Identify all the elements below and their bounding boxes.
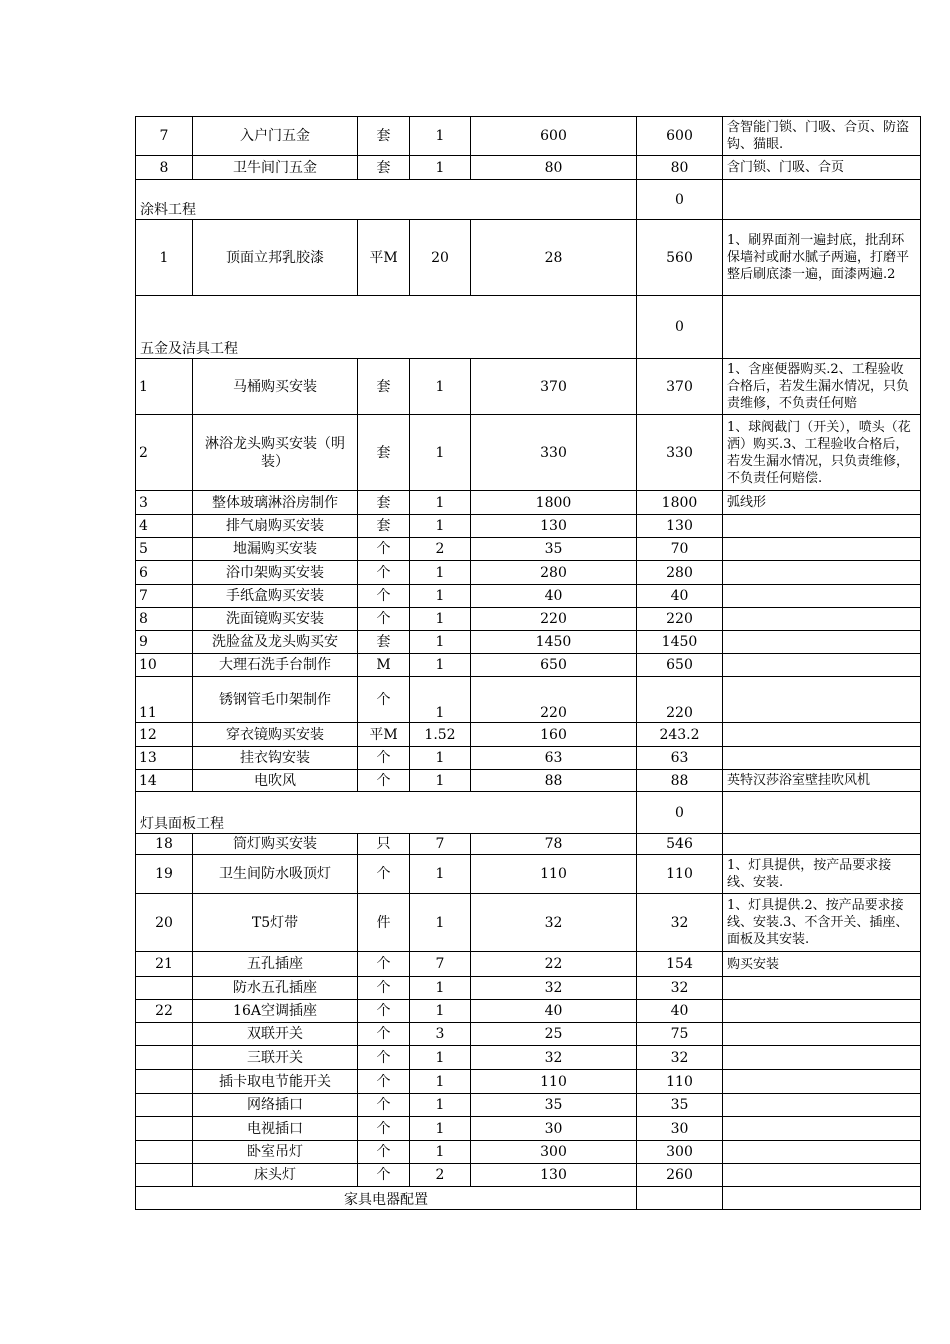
table-row [136, 1070, 921, 1094]
item-total-cell: 370 [637, 359, 723, 415]
item-price-cell: 160 [471, 723, 637, 747]
item-total-cell: 260 [637, 1164, 723, 1187]
item-quantity-cell: 2 [410, 1164, 471, 1187]
item-number-cell [136, 1164, 193, 1187]
item-total-cell: 30 [637, 1117, 723, 1141]
item-name-cell: 马桶购买安装 [193, 359, 358, 415]
item-quantity-cell: 1 [410, 359, 471, 415]
item-name-cell: 穿衣镜购买安装 [193, 723, 358, 747]
item-number-cell: 22 [136, 1000, 193, 1023]
item-unit-cell: 套 [358, 515, 410, 538]
table-row [136, 677, 921, 723]
item-unit-cell: 个 [358, 538, 410, 561]
item-price-cell: 32 [471, 1046, 637, 1070]
item-total-cell: 63 [637, 747, 723, 770]
table-row [136, 415, 921, 491]
item-quantity-cell: 1 [410, 1046, 471, 1070]
item-quantity-cell: 1 [410, 654, 471, 677]
item-unit-cell: 个 [358, 747, 410, 770]
item-unit-cell: 个 [358, 1023, 410, 1046]
item-price-cell: 650 [471, 654, 637, 677]
item-unit-cell: M [358, 654, 410, 677]
section-total-cell: 0 [637, 180, 723, 220]
item-unit-cell: 个 [358, 608, 410, 631]
item-unit-cell: 套 [358, 631, 410, 654]
table-row [136, 1141, 921, 1164]
item-total-cell: 32 [637, 1046, 723, 1070]
item-unit-cell: 个 [358, 952, 410, 977]
item-unit-cell: 套 [358, 359, 410, 415]
item-total-cell: 560 [637, 220, 723, 296]
table-row [136, 1117, 921, 1141]
item-quantity-cell: 1 [410, 1094, 471, 1117]
item-total-cell: 40 [637, 585, 723, 608]
table-row [136, 654, 921, 677]
item-quantity-cell: 1 [410, 561, 471, 585]
item-note-cell: 含智能门锁、门吸、合页、防盗钩、猫眼. [723, 117, 921, 156]
item-total-cell: 75 [637, 1023, 723, 1046]
item-quantity-cell: 1 [410, 515, 471, 538]
item-number-cell: 14 [136, 770, 193, 792]
item-unit-cell: 个 [358, 1164, 410, 1187]
quote-table-body [136, 117, 921, 1210]
item-number-cell: 8 [136, 608, 193, 631]
item-name-cell: 浴巾架购买安装 [193, 561, 358, 585]
item-unit-cell: 套 [358, 415, 410, 491]
item-name-cell: 手纸盒购买安装 [193, 585, 358, 608]
item-quantity-cell: 1 [410, 1141, 471, 1164]
item-number-cell: 13 [136, 747, 193, 770]
item-number-cell [136, 1046, 193, 1070]
item-number-cell: 6 [136, 561, 193, 585]
item-note-cell [723, 1141, 921, 1164]
item-unit-cell: 套 [358, 117, 410, 156]
footer-note-cell [723, 1187, 921, 1210]
item-note-cell: 1、灯具提供.2、按产品要求接线、安装.3、不含开关、插座、面板及其安装. [723, 894, 921, 952]
item-number-cell: 7 [136, 585, 193, 608]
item-note-cell: 英特汉莎浴室壁挂吹风机 [723, 770, 921, 792]
item-price-cell: 40 [471, 1000, 637, 1023]
item-unit-cell: 个 [358, 770, 410, 792]
item-price-cell: 1450 [471, 631, 637, 654]
item-total-cell: 70 [637, 538, 723, 561]
item-name-cell: 淋浴龙头购买安装（明装） [193, 415, 358, 491]
table-row [136, 631, 921, 654]
item-number-cell [136, 1117, 193, 1141]
item-note-cell: 购买安装 [723, 952, 921, 977]
item-price-cell: 110 [471, 1070, 637, 1094]
item-quantity-cell: 3 [410, 1023, 471, 1046]
table-row [136, 608, 921, 631]
item-unit-cell: 个 [358, 561, 410, 585]
item-total-cell: 280 [637, 561, 723, 585]
table-row [136, 723, 921, 747]
item-number-cell: 3 [136, 491, 193, 515]
item-note-cell [723, 1046, 921, 1070]
item-total-cell: 32 [637, 894, 723, 952]
item-price-cell: 63 [471, 747, 637, 770]
item-number-cell [136, 1023, 193, 1046]
item-price-cell: 32 [471, 894, 637, 952]
item-note-cell [723, 1000, 921, 1023]
item-price-cell: 32 [471, 977, 637, 1000]
item-name-cell: 锈钢管毛巾架制作 [193, 677, 358, 723]
item-total-cell: 80 [637, 156, 723, 180]
item-note-cell [723, 834, 921, 855]
item-name-cell: 卫生间防水吸顶灯 [193, 855, 358, 894]
item-quantity-cell: 1 [410, 117, 471, 156]
item-number-cell: 1 [136, 220, 193, 296]
item-quantity-cell: 1 [410, 608, 471, 631]
item-name-cell: 双联开关 [193, 1023, 358, 1046]
item-price-cell: 78 [471, 834, 637, 855]
item-price-cell: 130 [471, 1164, 637, 1187]
item-quantity-cell: 1 [410, 585, 471, 608]
section-note-cell [723, 180, 921, 220]
table-row [136, 894, 921, 952]
item-price-cell: 80 [471, 156, 637, 180]
item-quantity-cell: 1.52 [410, 723, 471, 747]
item-name-cell: 筒灯购买安装 [193, 834, 358, 855]
item-unit-cell: 个 [358, 677, 410, 723]
item-note-cell [723, 977, 921, 1000]
footer-total-cell [637, 1187, 723, 1210]
item-note-cell [723, 1070, 921, 1094]
item-unit-cell: 套 [358, 156, 410, 180]
item-unit-cell: 个 [358, 977, 410, 1000]
table-row [136, 515, 921, 538]
item-price-cell: 28 [471, 220, 637, 296]
item-note-cell [723, 561, 921, 585]
table-row [136, 834, 921, 855]
footer-row [136, 1187, 921, 1210]
item-number-cell: 10 [136, 654, 193, 677]
item-unit-cell: 个 [358, 1141, 410, 1164]
table-row [136, 1023, 921, 1046]
item-unit-cell: 平M [358, 220, 410, 296]
item-price-cell: 25 [471, 1023, 637, 1046]
table-row [136, 359, 921, 415]
table-row [136, 977, 921, 1000]
table-row [136, 220, 921, 296]
item-total-cell: 110 [637, 1070, 723, 1094]
item-number-cell [136, 1094, 193, 1117]
item-note-cell [723, 677, 921, 723]
item-total-cell: 220 [637, 677, 723, 723]
item-unit-cell: 个 [358, 1117, 410, 1141]
item-quantity-cell: 1 [410, 415, 471, 491]
item-number-cell: 7 [136, 117, 193, 156]
item-quantity-cell: 1 [410, 1000, 471, 1023]
item-unit-cell: 个 [358, 1000, 410, 1023]
item-number-cell: 1 [136, 359, 193, 415]
item-note-cell [723, 1023, 921, 1046]
table-row [136, 156, 921, 180]
item-number-cell: 12 [136, 723, 193, 747]
item-number-cell: 4 [136, 515, 193, 538]
section-header-row [136, 180, 921, 220]
item-note-cell: 含门锁、门吸、合页 [723, 156, 921, 180]
item-price-cell: 40 [471, 585, 637, 608]
item-quantity-cell: 7 [410, 834, 471, 855]
section-note-cell [723, 296, 921, 359]
item-price-cell: 35 [471, 1094, 637, 1117]
item-quantity-cell: 1 [410, 156, 471, 180]
item-price-cell: 330 [471, 415, 637, 491]
item-price-cell: 88 [471, 770, 637, 792]
item-unit-cell: 个 [358, 1070, 410, 1094]
item-number-cell [136, 1070, 193, 1094]
item-name-cell: 三联开关 [193, 1046, 358, 1070]
item-price-cell: 22 [471, 952, 637, 977]
item-name-cell: 排气扇购买安装 [193, 515, 358, 538]
item-name-cell: 16A空调插座 [193, 1000, 358, 1023]
table-row [136, 747, 921, 770]
item-price-cell: 300 [471, 1141, 637, 1164]
item-note-cell [723, 585, 921, 608]
item-total-cell: 110 [637, 855, 723, 894]
item-note-cell: 弧线形 [723, 491, 921, 515]
item-price-cell: 220 [471, 608, 637, 631]
item-price-cell: 1800 [471, 491, 637, 515]
item-quantity-cell: 20 [410, 220, 471, 296]
item-total-cell: 88 [637, 770, 723, 792]
item-price-cell: 130 [471, 515, 637, 538]
item-unit-cell: 个 [358, 1094, 410, 1117]
item-note-cell [723, 654, 921, 677]
section-header-row [136, 792, 921, 834]
section-total-cell: 0 [637, 296, 723, 359]
item-note-cell [723, 1164, 921, 1187]
item-note-cell [723, 515, 921, 538]
item-unit-cell: 个 [358, 585, 410, 608]
item-price-cell: 280 [471, 561, 637, 585]
item-note-cell [723, 1117, 921, 1141]
item-note-cell [723, 1094, 921, 1117]
item-name-cell: 网络插口 [193, 1094, 358, 1117]
item-quantity-cell: 1 [410, 631, 471, 654]
item-total-cell: 600 [637, 117, 723, 156]
quote-table [135, 116, 921, 1210]
table-row [136, 1094, 921, 1117]
item-name-cell: 洗面镜购买安装 [193, 608, 358, 631]
item-number-cell [136, 977, 193, 1000]
item-note-cell [723, 747, 921, 770]
item-name-cell: 顶面立邦乳胶漆 [193, 220, 358, 296]
item-total-cell: 546 [637, 834, 723, 855]
item-name-cell: 洗脸盆及龙头购买安 [193, 631, 358, 654]
item-price-cell: 600 [471, 117, 637, 156]
item-price-cell: 220 [471, 677, 637, 723]
item-total-cell: 35 [637, 1094, 723, 1117]
item-total-cell: 220 [637, 608, 723, 631]
item-name-cell: 入户门五金 [193, 117, 358, 156]
footer-title-cell: 家具电器配置 [136, 1187, 637, 1210]
item-price-cell: 30 [471, 1117, 637, 1141]
item-quantity-cell: 2 [410, 538, 471, 561]
item-name-cell: 大理石洗手台制作 [193, 654, 358, 677]
section-title-cell: 五金及洁具工程 [136, 296, 637, 359]
item-number-cell: 18 [136, 834, 193, 855]
item-note-cell: 1、球阀截门（开关），喷头（花洒）购买.3、工程验收合格后，若发生漏水情况，只负责维修，不负责任何赔偿. [723, 415, 921, 491]
item-number-cell: 2 [136, 415, 193, 491]
item-quantity-cell: 1 [410, 747, 471, 770]
table-row [136, 117, 921, 156]
section-title-cell: 灯具面板工程 [136, 792, 637, 834]
table-row [136, 491, 921, 515]
item-unit-cell: 个 [358, 855, 410, 894]
item-unit-cell: 件 [358, 894, 410, 952]
item-note-cell [723, 608, 921, 631]
item-quantity-cell: 1 [410, 491, 471, 515]
section-header-row [136, 296, 921, 359]
item-name-cell: 五孔插座 [193, 952, 358, 977]
table-row [136, 770, 921, 792]
item-name-cell: 卫牛间门五金 [193, 156, 358, 180]
item-quantity-cell: 7 [410, 952, 471, 977]
item-total-cell: 650 [637, 654, 723, 677]
table-row [136, 585, 921, 608]
item-name-cell: 床头灯 [193, 1164, 358, 1187]
item-total-cell: 330 [637, 415, 723, 491]
item-unit-cell: 平M [358, 723, 410, 747]
item-note-cell: 1、刷界面剂一遍封底，批刮环保墙衬或耐水腻子两遍，打磨平整后刷底漆一遍，面漆两遍.2 [723, 220, 921, 296]
table-row [136, 561, 921, 585]
section-title-cell: 涂料工程 [136, 180, 637, 220]
item-name-cell: 挂衣钩安装 [193, 747, 358, 770]
item-total-cell: 300 [637, 1141, 723, 1164]
item-name-cell: 防水五孔插座 [193, 977, 358, 1000]
item-total-cell: 1800 [637, 491, 723, 515]
item-name-cell: T5灯带 [193, 894, 358, 952]
table-row [136, 1164, 921, 1187]
item-name-cell: 电视插口 [193, 1117, 358, 1141]
item-name-cell: 地漏购买安装 [193, 538, 358, 561]
section-total-cell: 0 [637, 792, 723, 834]
item-number-cell: 20 [136, 894, 193, 952]
item-name-cell: 电吹风 [193, 770, 358, 792]
table-row [136, 538, 921, 561]
item-note-cell [723, 723, 921, 747]
item-total-cell: 130 [637, 515, 723, 538]
table-row [136, 1000, 921, 1023]
item-number-cell: 19 [136, 855, 193, 894]
item-total-cell: 243.2 [637, 723, 723, 747]
item-note-cell: 1、灯具提供，按产品要求接线、安装. [723, 855, 921, 894]
item-name-cell: 整体玻璃淋浴房制作 [193, 491, 358, 515]
section-note-cell [723, 792, 921, 834]
item-quantity-cell: 1 [410, 770, 471, 792]
item-quantity-cell: 1 [410, 894, 471, 952]
table-row [136, 1046, 921, 1070]
item-total-cell: 1450 [637, 631, 723, 654]
item-name-cell: 卧室吊灯 [193, 1141, 358, 1164]
item-number-cell: 5 [136, 538, 193, 561]
item-quantity-cell: 1 [410, 855, 471, 894]
item-number-cell: 8 [136, 156, 193, 180]
item-note-cell [723, 631, 921, 654]
item-unit-cell: 只 [358, 834, 410, 855]
item-quantity-cell: 1 [410, 677, 471, 723]
item-number-cell [136, 1141, 193, 1164]
table-row [136, 855, 921, 894]
item-number-cell: 21 [136, 952, 193, 977]
item-total-cell: 32 [637, 977, 723, 1000]
item-price-cell: 370 [471, 359, 637, 415]
item-quantity-cell: 1 [410, 1117, 471, 1141]
item-quantity-cell: 1 [410, 977, 471, 1000]
item-quantity-cell: 1 [410, 1070, 471, 1094]
item-number-cell: 11 [136, 677, 193, 723]
table-row [136, 952, 921, 977]
item-name-cell: 插卡取电节能开关 [193, 1070, 358, 1094]
item-number-cell: 9 [136, 631, 193, 654]
item-unit-cell: 套 [358, 491, 410, 515]
item-note-cell: 1、含座便器购买.2、工程验收合格后，若发生漏水情况，只负责维修，不负责任何赔 [723, 359, 921, 415]
item-total-cell: 154 [637, 952, 723, 977]
item-price-cell: 110 [471, 855, 637, 894]
item-note-cell [723, 538, 921, 561]
item-total-cell: 40 [637, 1000, 723, 1023]
item-price-cell: 35 [471, 538, 637, 561]
item-unit-cell: 个 [358, 1046, 410, 1070]
